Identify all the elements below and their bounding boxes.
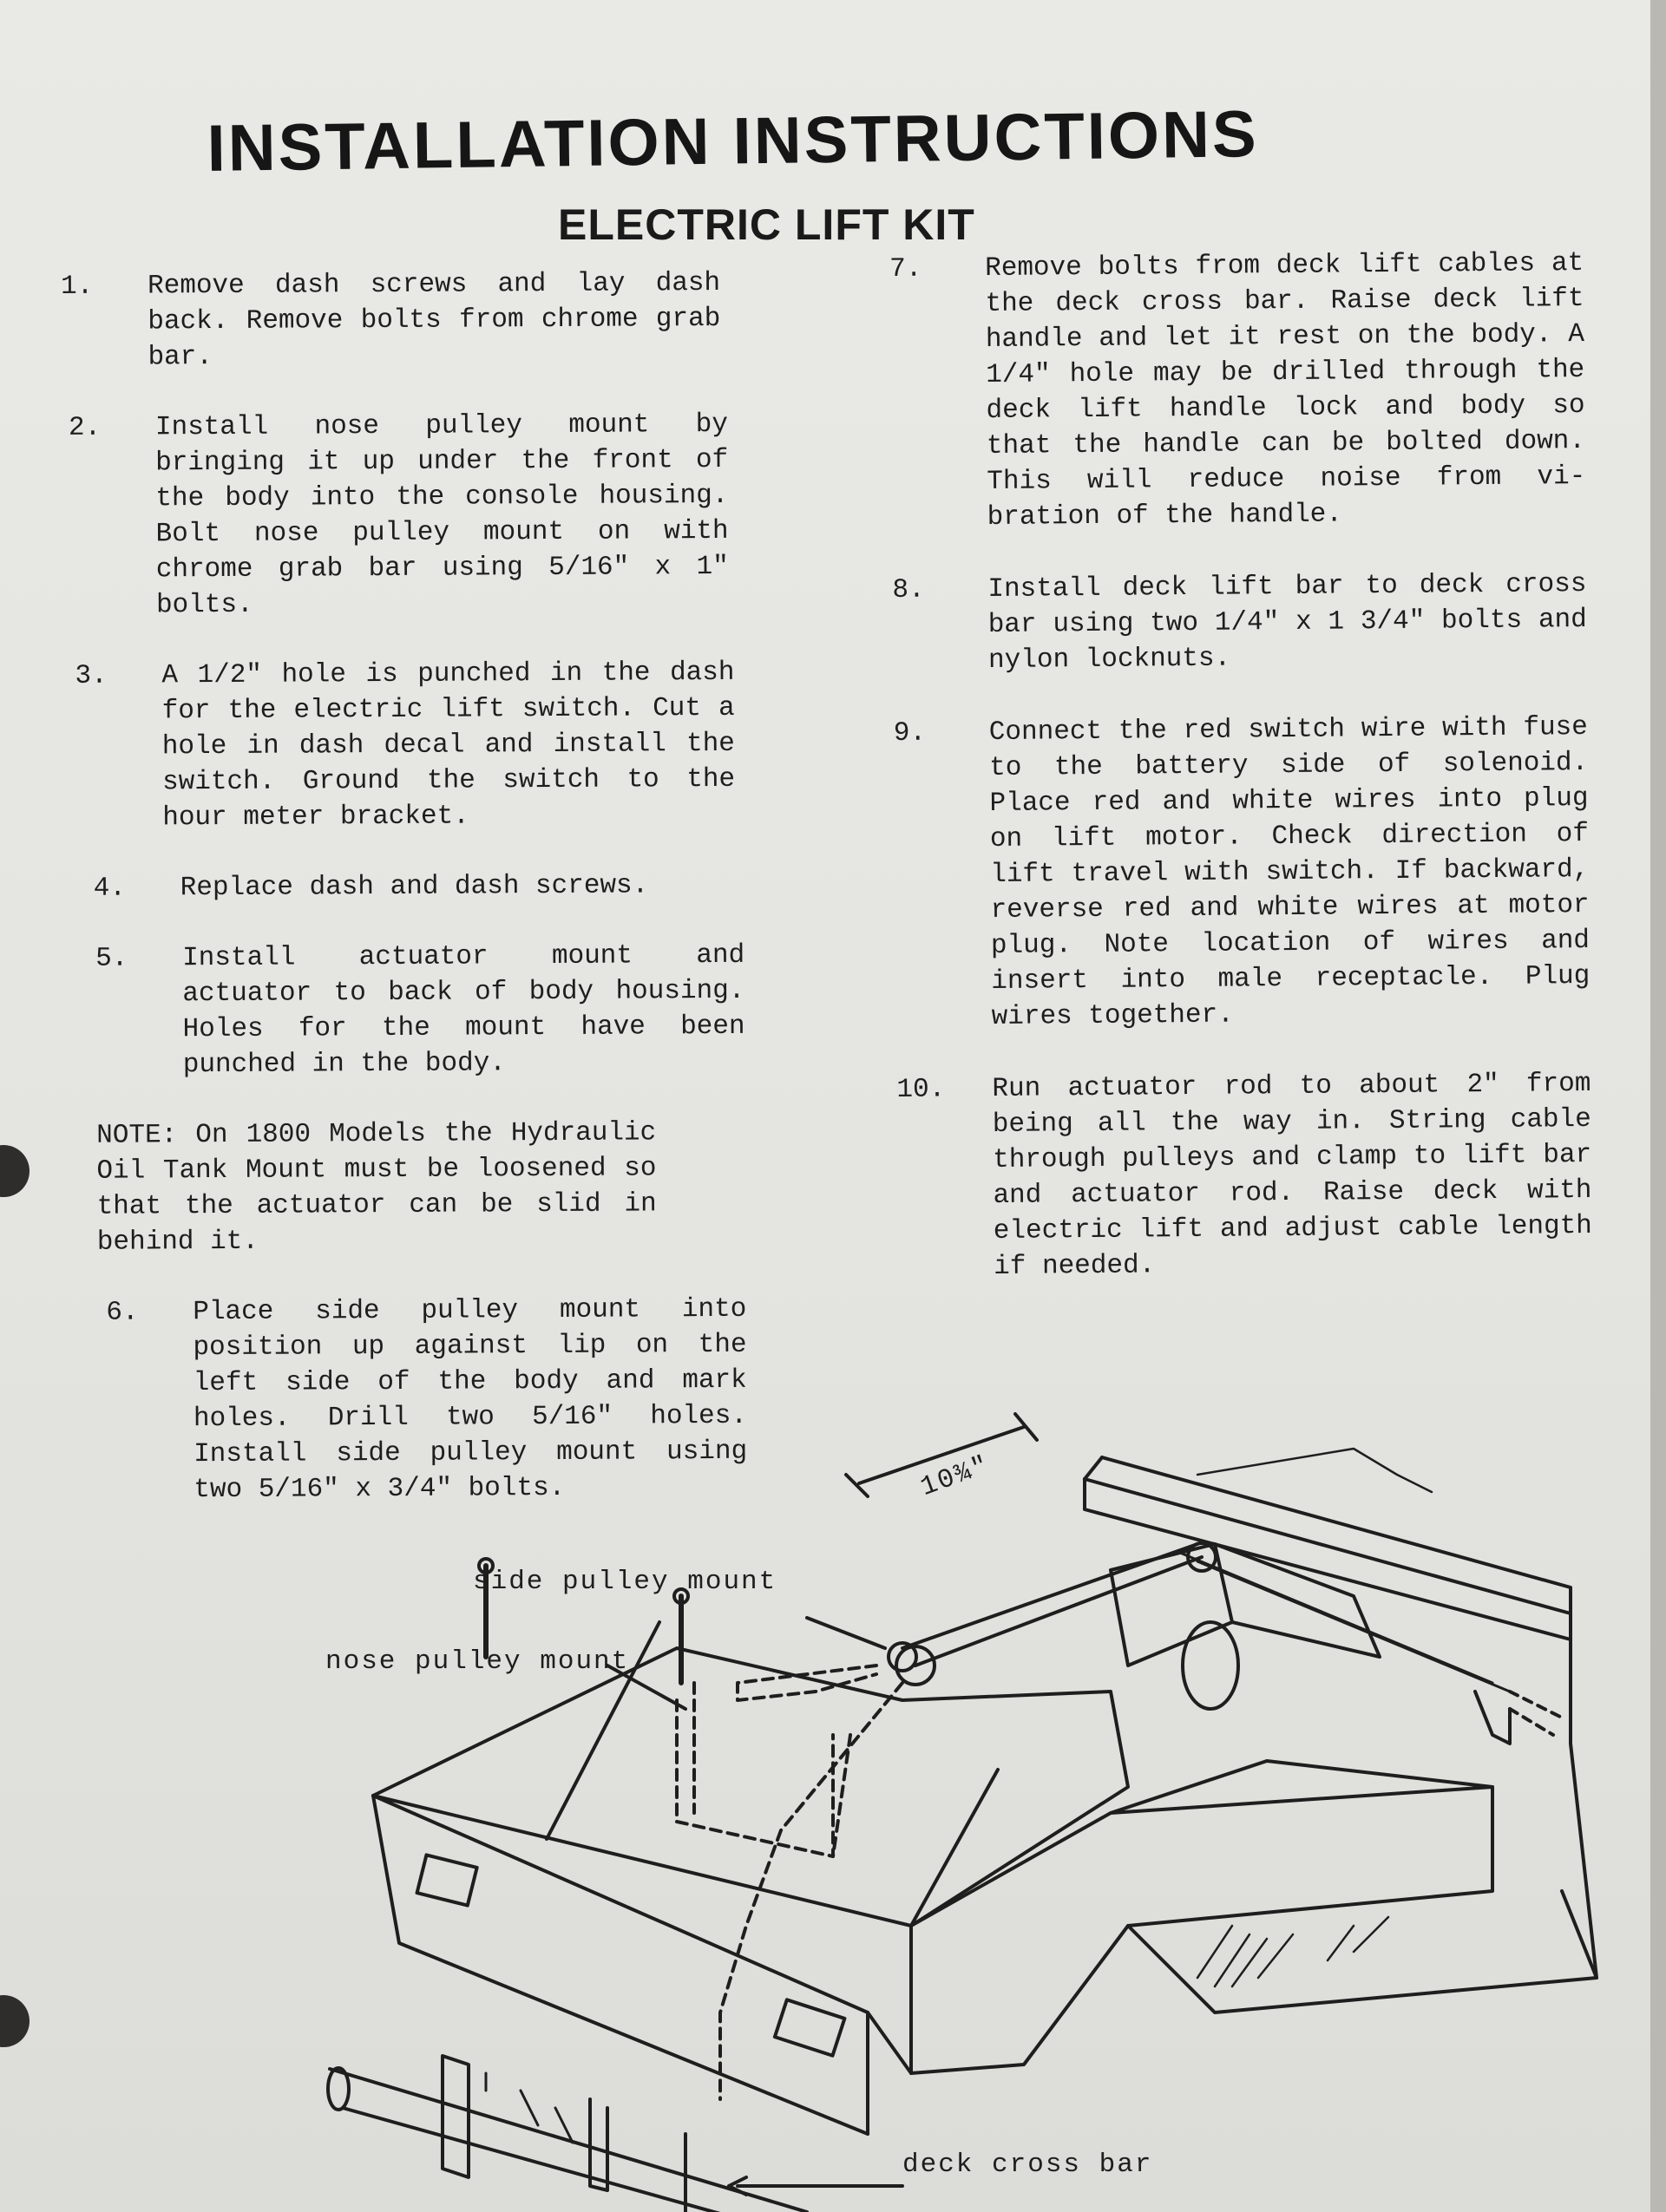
step-5	[95, 938, 745, 1083]
lift-kit-diagram	[0, 1405, 1649, 2212]
step-number: 3.	[75, 660, 108, 691]
page-subtitle: ELECTRIC LIFT KIT	[558, 200, 975, 249]
step-text: Connect the red switch wire with fuse to the battery side of solenoid. Place red and white wires into plug on lift motor. Check direction of lift travel with switch. If backward, reverse red and white wires at motor plug. Note location of wires and insert into male receptacle. Plug wires together.	[988, 711, 1591, 1033]
step-number: 4.	[93, 873, 127, 904]
step-2	[69, 407, 743, 624]
binder-hole	[0, 1145, 30, 1197]
body-hood	[373, 1648, 1128, 1926]
rear-deck-plate	[1085, 1479, 1597, 1978]
step-1	[61, 265, 742, 376]
step-3	[75, 655, 744, 836]
step-7	[889, 245, 1604, 536]
step-number: 8.	[892, 574, 925, 605]
deck-cross-bar-label: deck cross bar	[902, 2150, 1153, 2180]
window-right	[775, 1999, 844, 2055]
actuator-motor	[1183, 1622, 1238, 1709]
step-text: Install actuator mount and actuator to back of body housing. Holes for the mount have been punched in the body.	[182, 939, 745, 1081]
step-number: 6.	[106, 1297, 139, 1328]
window-left	[417, 1855, 477, 1905]
step-text: Place side pulley mount into position up against lip on the left side of the body and mark holes. Drill two 5/16" holes. Install side pulley mount using two 5/16" x 3/4" bolts.	[193, 1293, 748, 1506]
dimension-label: 10¾"	[916, 1450, 994, 1504]
step-text: A 1/2" hole is punched in the dash for the electric lift switch. Cut a hole in dash decal and install the switch. Ground the switch to the hour meter bracket.	[161, 657, 736, 834]
step-text: Install deck lift bar to deck cross bar using two 1/4" x 1 3/4" bolts and nylon locknuts.	[987, 569, 1587, 677]
step-number: 7.	[889, 253, 922, 285]
step-4	[94, 867, 744, 906]
page-edge	[1650, 0, 1666, 2212]
step-number: 1.	[61, 271, 94, 302]
page-title: INSTALLATION INSTRUCTIONS	[207, 97, 1260, 186]
step-number: 9.	[893, 717, 927, 749]
step-number: 2.	[68, 412, 102, 443]
step-9	[894, 710, 1608, 1036]
right-column	[889, 245, 1610, 1322]
step-number: 10.	[896, 1074, 946, 1105]
step-8	[892, 566, 1604, 679]
step-10	[896, 1066, 1610, 1286]
step-number: 5.	[95, 943, 128, 974]
side-pulley-mount-label: side pulley mount	[473, 1567, 777, 1597]
step-text: Remove dash screws and lay dash back. Remove bolts from chrome grab bar.	[148, 267, 721, 373]
note-1800-models: NOTE: On 1800 Models the Hydraulic Oil Tank Mount must be loosened so that the actuator can be slid in behind it.	[96, 1117, 657, 1258]
step-text: Install nose pulley mount by bringing it up under the front of the body into the console housing. Bolt nose pulley mount on with chrome grab bar using 5/16" x 1" bolts.	[154, 409, 729, 621]
nose-pulley-mount-label: nose pulley mount	[325, 1646, 630, 1677]
left-column	[56, 265, 748, 1543]
body-front-panel	[373, 1796, 911, 2073]
step-text: Run actuator rod to about 2" from being all the way in. String cable through pulleys and clamp to lift bar and actuator rod. Raise deck with electric lift and adjust cable length if needed.	[992, 1068, 1592, 1282]
step-text: Remove bolts from deck lift cables at the deck cross bar. Raise deck lift handle and let it rest on the body. A 1/4" hole may be drilled through the deck lift handle lock and body so that the handle can be bolted down. This will reduce noise from vi-bration of the handle.	[985, 248, 1586, 533]
step-text: Replace dash and dash screws.	[180, 870, 649, 904]
